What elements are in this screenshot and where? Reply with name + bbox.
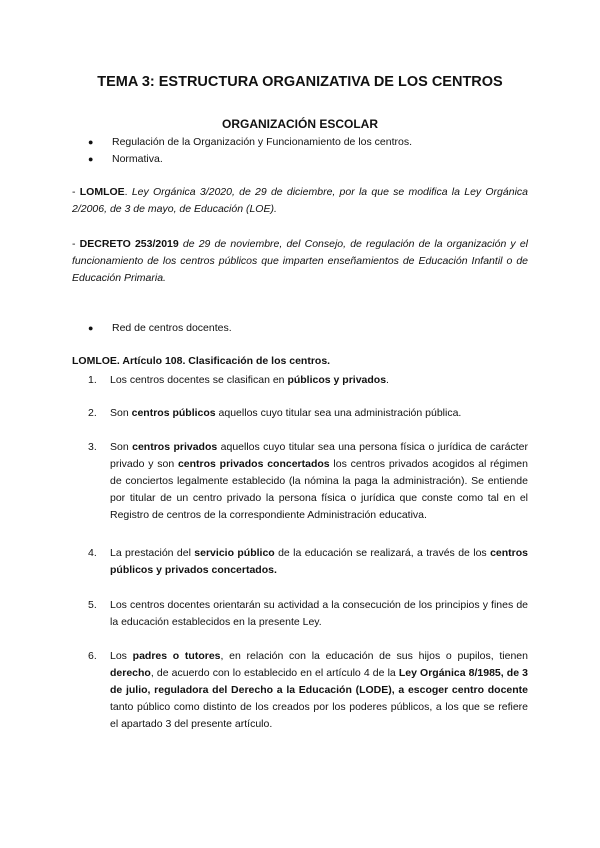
bold-run: servicio público <box>194 547 275 559</box>
text-run: Los centros docentes orientarán su actividad a la consecución de los principios y fines de la educación establecidos en la presente Ley. <box>110 599 528 628</box>
bold-run: padres o tutores <box>132 650 221 662</box>
numbered-item <box>88 405 528 422</box>
item-number: 5. <box>88 599 97 611</box>
item-number: 3. <box>88 441 97 453</box>
numbered-item <box>88 545 528 579</box>
lomloe-prefix: - <box>72 186 80 198</box>
numbered-item <box>88 648 528 733</box>
text-run: aquellos cuyo titular sea una persona física o jurídica de carácter privado y son <box>110 441 528 470</box>
numbered-item <box>88 439 528 524</box>
numbered-item <box>88 597 528 631</box>
decreto-name: DECRETO 253/2019 <box>79 238 179 250</box>
bullet-icon: ● <box>88 154 94 164</box>
bold-run: centros privados <box>132 441 218 453</box>
bullet-text: Red de centros docentes. <box>112 322 232 334</box>
text-run: Los <box>110 650 133 662</box>
text-run: tanto público como distinto de los creados por los poderes públicos, a los que se refiere el apartado 3 del presente artículo. <box>110 701 528 730</box>
item-number: 4. <box>88 547 97 559</box>
bullet-text: Normativa. <box>112 153 163 165</box>
bold-run: centros privados concertados <box>177 458 330 470</box>
page-title: TEMA 3: ESTRUCTURA ORGANIZATIVA DE LOS CENTROS <box>97 74 503 90</box>
decreto-prefix: - <box>72 238 80 250</box>
bullet-icon: ● <box>88 323 94 333</box>
bullet-icon: ● <box>88 137 94 147</box>
item-text <box>110 405 528 422</box>
lomloe-sep: . <box>124 186 132 198</box>
text-run: los centros privados acogidos al régimen de conciertos legalmente establecido (la nómina la paga la administración). Se entiende por titular de un centro privado la persona física o jurídica que conste como tal en el Registro de centros de la correspondiente Administración educativa. <box>110 458 528 521</box>
item-text <box>110 545 528 579</box>
bold-run: públicos y privados <box>287 374 387 386</box>
text-run: , de acuerdo con lo establecido en el artículo 4 de la <box>150 667 399 679</box>
lomloe-paragraph <box>72 184 528 218</box>
item-text <box>110 372 528 389</box>
numbered-item <box>88 372 528 389</box>
item-text <box>110 597 528 631</box>
bullet-text: Regulación de la Organización y Funcionamiento de los centros. <box>112 136 413 148</box>
text-run: , en relación con la educación de sus hijos o pupilos, tienen <box>220 650 528 662</box>
section-subtitle: ORGANIZACIÓN ESCOLAR <box>222 117 378 131</box>
text-run: . <box>386 374 389 386</box>
lomloe-description: Ley Orgánica 3/2020, de 29 de diciembre, por la que se modifica la Ley Orgánica 2/2006, de 3 de mayo, de Educación (LOE). <box>72 186 528 215</box>
decreto-paragraph <box>72 236 528 287</box>
lomloe-name: LOMLOE <box>79 186 125 198</box>
article-heading: LOMLOE. Artículo 108. Clasificación de los centros. <box>72 355 331 367</box>
text-run: aquellos cuyo titular sea una administración pública. <box>215 407 462 419</box>
text-run: de la educación se realizará, a través de los <box>274 547 491 559</box>
item-text <box>110 439 528 524</box>
text-run: Son <box>110 441 133 453</box>
bold-run: centros públicos <box>131 407 216 419</box>
text-run: La prestación del <box>110 547 195 559</box>
decreto-description: de 29 de noviembre, del Consejo, de regulación de la organización y el funcionamiento de los centros públicos que imparten enseñamientos de Educación Infantil o de Educación Primaria. <box>72 238 529 284</box>
item-number: 1. <box>88 374 97 386</box>
bold-run: derecho <box>110 667 151 679</box>
text-run: Los centros docentes se clasifican en <box>110 374 288 386</box>
text-run: Son <box>110 407 132 419</box>
item-number: 6. <box>88 650 97 662</box>
bold-run: Ley Orgánica 8/1985, de 3 de julio, reguladora del Derecho a la Educación (LODE), a escoger centro docente <box>110 667 528 696</box>
item-text <box>110 648 528 733</box>
bold-run: centros públicos y privados concertados. <box>110 547 528 576</box>
item-number: 2. <box>88 407 97 419</box>
